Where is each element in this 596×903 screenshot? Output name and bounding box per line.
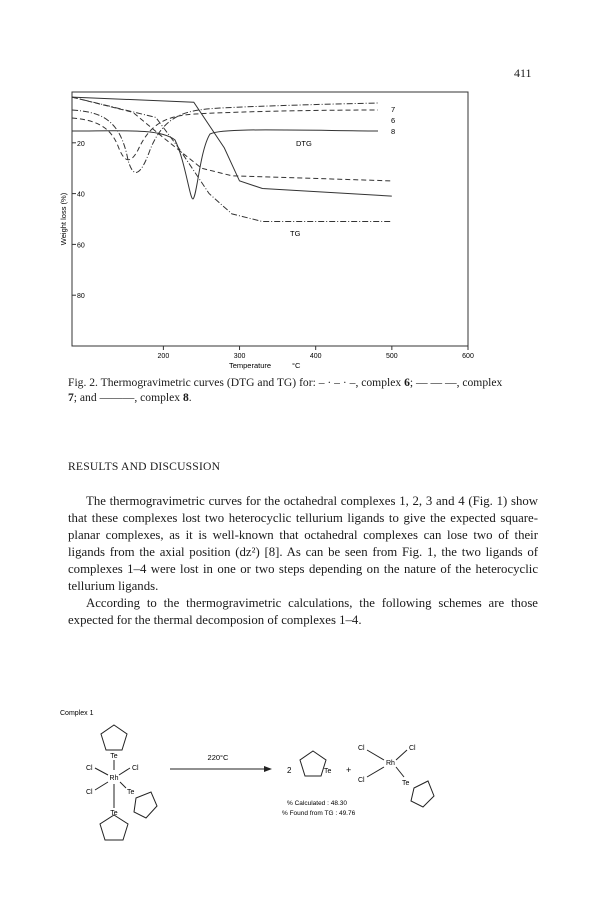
cl-label-5: Cl [409,745,416,752]
dtg-curve-complex-6 [72,103,378,172]
found-percent: % Found from TG : 49.76 [282,810,356,817]
calc-percent: % Calculated : 48.30 [287,800,347,807]
x-axis-label: Temperature [228,361,272,370]
bond-cl-2 [119,768,130,775]
caption-symbol-8: ——— [99,391,135,404]
reaction-condition: 220°C [207,753,229,762]
caption-complex-6-text: , complex [355,376,405,389]
tellurophene-ring-product [411,781,434,807]
x-axis-unit: °C [292,361,301,370]
x-tick-label-300: 300 [233,353,246,360]
bond-te-right [120,782,126,788]
thermogravimetric-chart [0,0,596,380]
caption-end: . [188,391,192,404]
y-axis-label: Weight loss (%) [59,192,68,246]
te-label-free: Te [324,768,332,775]
caption-complex-8-text: , complex [134,391,183,404]
bond-cl-4 [367,750,384,760]
bond-cl-5 [396,750,407,760]
series-label-8: 8 [391,127,396,136]
stoich-coefficient: 2 [287,766,292,775]
y-tick-label-40: 40 [77,191,85,199]
tellurophene-ring-top [101,725,127,750]
tg-curve-complex-8 [72,97,392,196]
paragraph-2: According to the thermogravimetric calculations, the following schemes are those expected for the thermal decomposion of complexes 1–4. [68,596,538,627]
tg-label: TG [290,229,301,238]
section-heading: RESULTS AND DISCUSSION [68,460,221,473]
te-label-bottom: Te [110,810,118,817]
x-tick-label-400: 400 [309,353,322,360]
plus-sign: + [346,765,352,775]
cl-label-4: Cl [358,745,365,752]
bond-cl-1 [95,768,108,775]
cl-label-1: Cl [86,765,93,772]
series-label-6: 6 [391,116,396,125]
cl-label-6: Cl [358,777,365,784]
dtg-label: DTG [296,139,312,148]
tg-curve-complex-6 [72,97,392,221]
caption-complex-8-number: 8 [182,391,189,404]
y-tick-label-20: 20 [77,140,85,148]
tg-curve-complex-7 [72,97,392,181]
y-tick-label-60: 60 [77,242,85,250]
caption-symbol-6: – · – · – [318,376,356,389]
te-label-right: Te [127,789,135,796]
x-tick-label-600: 600 [462,353,474,360]
paragraph-1: The thermogravimetric curves for the octahedral complexes 1, 2, 3 and 4 (Fig. 1) show that these complexes lost two heterocyclic tellurium ligands to give the expected square-planar complexes, as it is well-known that octahedral complexes can lose two of their ligands from the axial position (dz²) [8]. As can be seen from Fig. 1, the two ligands of complexes 1–4 were lost in one or two steps depending on the nature of the heterocyclic tellurium ligands. [68,494,538,593]
bond-cl-3 [95,782,108,790]
figure-caption [68,375,538,405]
cl-label-2: Cl [132,765,139,772]
free-ligand-ring [300,751,326,776]
caption-and: ; and [73,391,100,404]
caption-complex-7-number: 7 [68,391,74,404]
bond-cl-6 [367,767,384,777]
body-text [68,493,538,629]
page-number: 411 [514,66,532,80]
x-tick-label-200: 200 [157,353,170,360]
tellurophene-ring-right [134,792,157,818]
cl-label-3: Cl [86,789,93,796]
caption-symbol-7: — — — [415,376,457,389]
rh-label-left: Rh [109,775,119,782]
caption-lead: Fig. 2. Thermogravimetric curves (DTG and TG) for: [68,376,319,389]
te-label-top: Te [110,753,118,760]
x-tick-label-500: 500 [386,353,398,360]
reaction-arrowhead [264,766,272,772]
tellurophene-ring-bottom [100,815,128,840]
te-label-product: Te [402,780,410,787]
dtg-curve-complex-7 [72,110,378,160]
caption-complex-6-number: 6 [404,376,410,389]
caption-sep: ; [409,376,416,389]
scheme-title: Complex 1 [60,710,94,717]
dtg-curve-complex-8 [72,130,378,199]
rh-label-right: Rh [386,760,395,767]
series-label-7: 7 [391,105,396,114]
bond-te-product [396,767,404,777]
caption-complex-7-text: , complex [456,376,503,389]
y-tick-label-80: 80 [77,293,85,301]
